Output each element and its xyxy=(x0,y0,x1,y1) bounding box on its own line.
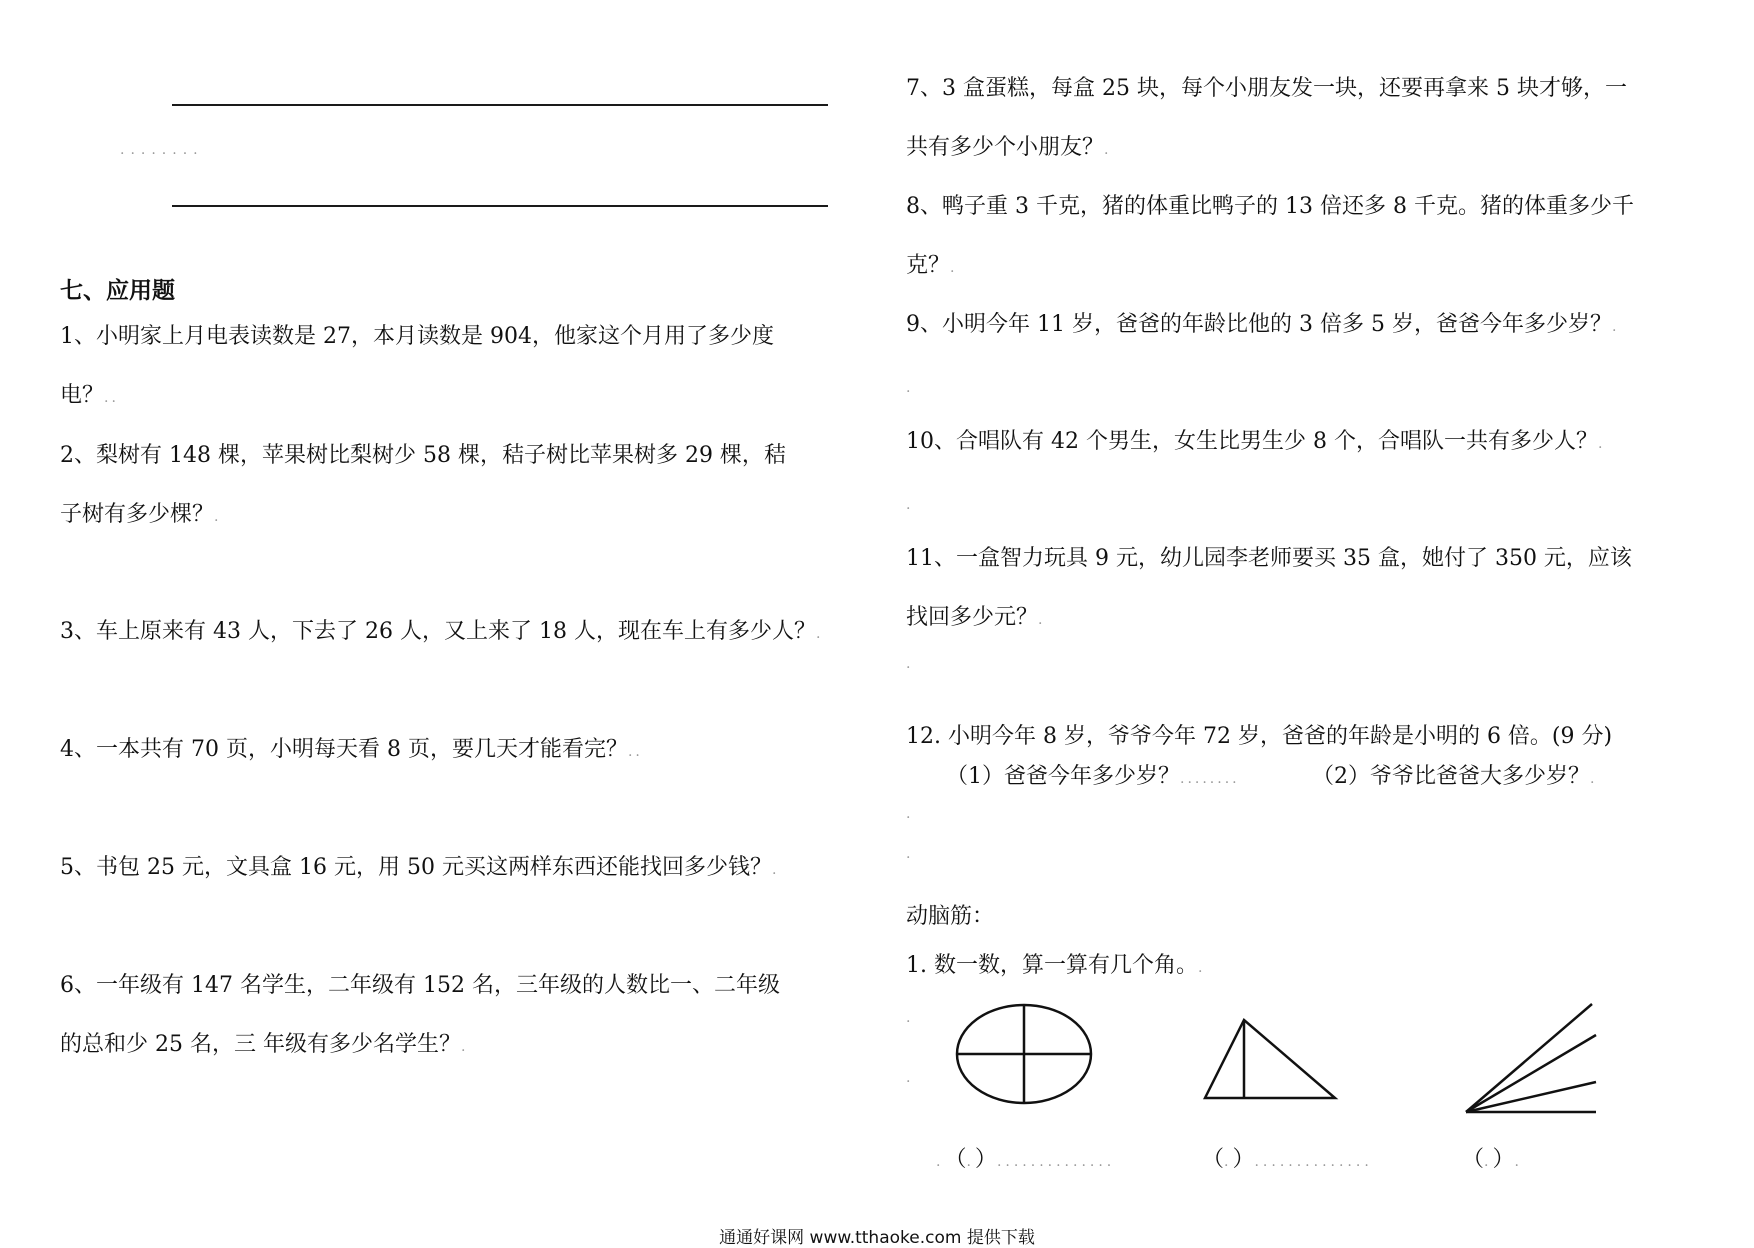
question-7-line-1: 7、3 盒蛋糕，每盒 25 块，每个小朋友发一块，还要再拿来 5 块才够，一 xyxy=(906,76,1627,101)
triangle-figure xyxy=(1200,1016,1340,1102)
dotted-leader: . xyxy=(906,497,917,513)
question-8-line-2: 克？. xyxy=(906,253,958,278)
question-12: 12. 小明今年 8 岁，爷爷今年 72 岁，爸爸的年龄是小明的 6 倍。(9 分) xyxy=(906,724,1613,749)
dotted-leader: . xyxy=(906,846,917,862)
question-2-line-2: 子树有多少棵？. xyxy=(60,502,222,527)
circle-quartered-figure xyxy=(954,1002,1094,1106)
brain-teaser-question: 1. 数一数，算一算有几个角。. xyxy=(906,953,1206,978)
dotted-leader: . xyxy=(906,806,917,822)
answer-parentheses-2[interactable]: （.）.............. xyxy=(1202,1147,1373,1172)
answer-parentheses-1[interactable]: .（.）.............. xyxy=(936,1147,1116,1172)
answer-line xyxy=(172,205,828,207)
answer-parentheses-3[interactable]: （.）. xyxy=(1462,1147,1523,1172)
question-2-line-1: 2、梨树有 148 棵，苹果树比梨树少 58 棵，秸子树比苹果树多 29 棵，秸 xyxy=(60,443,786,468)
question-11-line-1: 11、一盒智力玩具 9 元，幼儿园李老师要买 35 盒，她付了 350 元，应该 xyxy=(906,546,1632,571)
question-6-line-2: 的总和少 25 名，三 年级有多少名学生？. xyxy=(60,1032,469,1057)
dotted-leader: . xyxy=(906,1010,917,1026)
question-9: 9、小明今年 11 岁，爸爸的年龄比他的 3 倍多 5 岁，爸爸今年多少岁？. xyxy=(906,312,1620,337)
question-10: 10、合唱队有 42 个男生，女生比男生少 8 个，合唱队一共有多少人？. xyxy=(906,429,1606,454)
question-4: 4、一本共有 70 页，小明每天看 8 页，要几天才能看完？.. xyxy=(60,737,643,762)
question-1-line-1: 1、小明家上月电表读数是 27，本月读数是 904，他家这个月用了多少度 xyxy=(60,324,774,349)
question-11-line-2: 找回多少元？. xyxy=(906,605,1046,630)
brain-teaser-title: 动脑筋： xyxy=(906,904,995,929)
footer-credit: 通通好课网 www.tthaoke.com 提供下载 xyxy=(719,1228,1035,1248)
dotted-leader: . xyxy=(906,656,917,672)
question-12-sub-2: （2）爷爷比爸爸大多少岁？. xyxy=(1312,764,1598,789)
question-5: 5、书包 25 元，文具盒 16 元，用 50 元买这两样东西还能找回多少钱？. xyxy=(60,855,780,880)
rays-angle-figure xyxy=(1462,1000,1602,1116)
dotted-leader: . xyxy=(906,1070,917,1086)
question-12-sub-1: （1）爸爸今年多少岁？........ xyxy=(946,764,1240,789)
section-title: 七、应用题 xyxy=(60,277,175,304)
question-1-line-2: 电？.. xyxy=(60,383,119,408)
answer-line xyxy=(172,104,828,106)
dotted-leader: ........ xyxy=(120,142,204,158)
question-3: 3、车上原来有 43 人，下去了 26 人，又上来了 18 人，现在车上有多少人？. xyxy=(60,619,824,644)
question-8-line-1: 8、鸭子重 3 千克，猪的体重比鸭子的 13 倍还多 8 千克。猪的体重多少千 xyxy=(906,194,1634,219)
question-7-line-2: 共有多少个小朋友？. xyxy=(906,135,1112,160)
question-6-line-1: 6、一年级有 147 名学生，二年级有 152 名，三年级的人数比一、二年级 xyxy=(60,973,780,998)
dotted-leader: . xyxy=(906,380,917,396)
